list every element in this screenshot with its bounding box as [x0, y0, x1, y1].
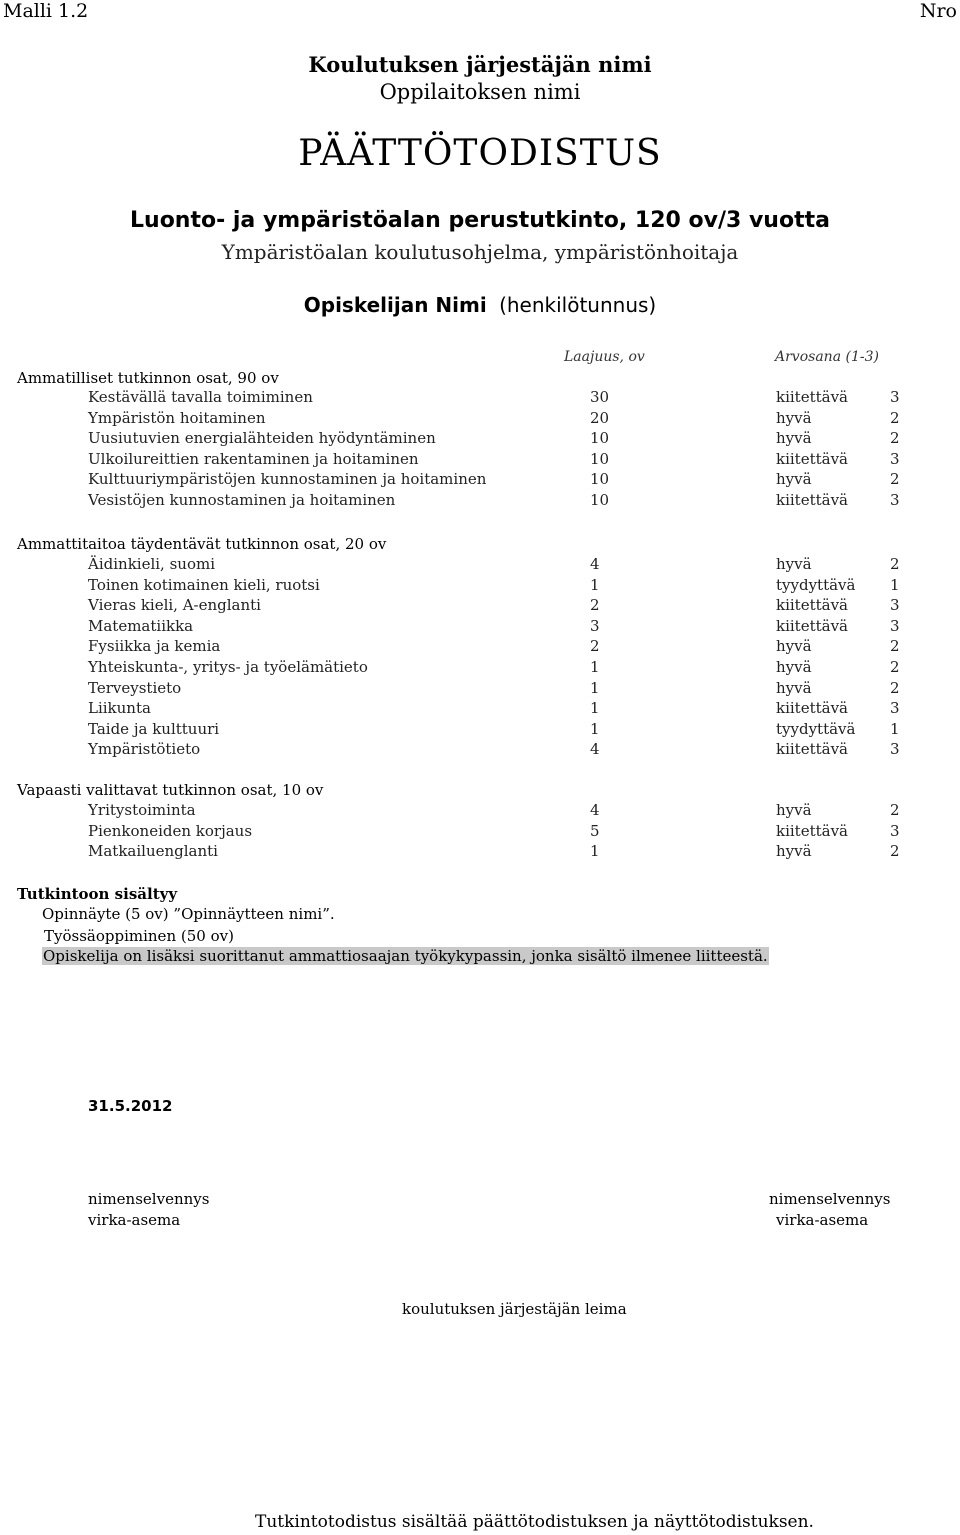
document-title: PÄÄTTÖTODISTUS	[298, 133, 662, 174]
signature-name: nimenselvennys	[769, 1190, 891, 1208]
student-id: (henkilötunnus)	[499, 293, 657, 317]
course-name: Uusiutuvien energialähteiden hyödyntäminen	[88, 429, 436, 448]
section-title: Vapaasti valittavat tutkinnon osat, 10 ov	[17, 781, 324, 799]
course-row	[0, 450, 960, 470]
course-row	[0, 429, 960, 449]
section-title: Ammattitaitoa täydentävät tutkinnon osat, 20 ov	[17, 535, 387, 553]
course-row	[0, 842, 960, 862]
course-grade-text: kiitettävä	[776, 699, 849, 718]
course-scope-ov: 1	[590, 699, 600, 718]
course-grade-number: 3	[890, 388, 900, 406]
course-grade-number: 3	[890, 491, 900, 509]
course-name: Yritystoiminta	[88, 801, 196, 819]
work-ability-passport-note: Opiskelija on lisäksi suorittanut ammattiosaajan työkykypassin, jonka sisältö ilmenee liitteestä.	[43, 947, 768, 965]
course-row	[0, 720, 960, 740]
course-name: Vesistöjen kunnostaminen ja hoitaminen	[88, 491, 396, 509]
course-name: Ulkoilureittien rakentaminen ja hoitaminen	[88, 449, 419, 468]
course-row	[0, 637, 960, 657]
student-name: Opiskelijan Nimi	[303, 293, 487, 317]
course-name: Kulttuuriympäristöjen kunnostaminen ja hoitaminen	[88, 470, 487, 489]
course-grade-number: 3	[890, 740, 900, 759]
course-name: Taide ja kulttuuri	[88, 719, 220, 738]
template-version: Malli 1.2	[3, 0, 89, 22]
course-grade-text: kiitettävä	[776, 616, 849, 635]
course-grade-number: 2	[890, 429, 900, 448]
course-grade-number: 3	[890, 821, 900, 840]
course-grade-number: 3	[890, 596, 900, 615]
course-name: Fysiikka ja kemia	[88, 637, 221, 656]
course-scope-ov: 10	[590, 470, 610, 489]
course-name: Ympäristön hoitaminen	[88, 408, 266, 427]
course-grade-text: hyvä	[776, 429, 812, 448]
section-title: Ammatilliset tutkinnon osat, 90 ov	[17, 369, 279, 387]
course-row	[0, 388, 960, 408]
course-grade-text: tyydyttävä	[776, 719, 856, 738]
course-row	[0, 409, 960, 429]
course-row	[0, 740, 960, 760]
course-scope-ov: 1	[590, 842, 600, 861]
course-scope-ov: 3	[590, 616, 600, 635]
course-grade-number: 2	[890, 555, 900, 573]
course-name: Matkailuenglanti	[88, 842, 218, 861]
signature-position: virka-asema	[776, 1211, 869, 1229]
issue-date: 31.5.2012	[88, 1097, 173, 1115]
course-grade-number: 3	[890, 699, 900, 718]
course-grade-text: hyvä	[776, 658, 812, 676]
course-name: Yhteiskunta-, yritys- ja työelämätieto	[88, 658, 368, 676]
student-line	[0, 293, 960, 317]
grade-column-header: Arvosana (1-3)	[775, 349, 879, 365]
organizer-stamp-label: koulutuksen järjestäjän leima	[402, 1300, 627, 1318]
course-row	[0, 679, 960, 699]
includes-title: Tutkintoon sisältyy	[17, 885, 178, 903]
course-grade-text: kiitettävä	[776, 596, 849, 615]
organizer-name: Koulutuksen järjestäjän nimi	[308, 52, 652, 77]
course-scope-ov: 10	[590, 491, 610, 509]
course-scope-ov: 1	[590, 719, 600, 738]
course-scope-ov: 1	[590, 658, 600, 676]
course-row	[0, 555, 960, 575]
course-grade-text: kiitettävä	[776, 449, 849, 468]
signature-position: virka-asema	[88, 1211, 181, 1229]
course-row	[0, 576, 960, 596]
course-scope-ov: 10	[590, 449, 610, 468]
course-grade-text: hyvä	[776, 678, 812, 697]
course-grade-text: hyvä	[776, 801, 812, 819]
course-grade-text: kiitettävä	[776, 388, 849, 406]
course-name: Toinen kotimainen kieli, ruotsi	[88, 575, 320, 594]
course-row	[0, 822, 960, 842]
course-name: Pienkoneiden korjaus	[88, 821, 253, 840]
course-name: Vieras kieli, A-englanti	[88, 596, 261, 615]
degree-title: Luonto- ja ympäristöalan perustutkinto, 120 ov/3 vuotta	[130, 208, 830, 233]
course-row	[0, 617, 960, 637]
course-grade-text: hyvä	[776, 470, 812, 489]
scope-column-header: Laajuus, ov	[564, 349, 645, 365]
course-grade-number: 1	[890, 719, 900, 738]
course-scope-ov: 5	[590, 821, 600, 840]
course-grade-number: 2	[890, 408, 900, 427]
course-row	[0, 491, 960, 511]
course-grade-number: 2	[890, 637, 900, 656]
course-scope-ov: 2	[590, 596, 600, 615]
course-scope-ov: 2	[590, 637, 600, 656]
course-grade-text: hyvä	[776, 842, 812, 861]
course-name: Ympäristötieto	[88, 740, 201, 759]
course-grade-number: 3	[890, 616, 900, 635]
course-scope-ov: 4	[590, 801, 600, 819]
course-name: Terveystieto	[88, 678, 182, 697]
course-name: Äidinkieli, suomi	[88, 555, 215, 573]
course-grade-text: kiitettävä	[776, 491, 849, 509]
course-grade-text: tyydyttävä	[776, 575, 856, 594]
thesis-line: Opinnäyte (5 ov) ”Opinnäytteen nimi”.	[42, 905, 335, 923]
course-scope-ov: 1	[590, 678, 600, 697]
course-grade-number: 2	[890, 801, 900, 819]
course-grade-number: 2	[890, 678, 900, 697]
course-scope-ov: 10	[590, 429, 610, 448]
course-row	[0, 658, 960, 678]
work-learning-line: Työssäoppiminen (50 ov)	[44, 927, 234, 945]
course-scope-ov: 1	[590, 575, 600, 594]
programme-title: Ympäristöalan koulutusohjelma, ympäristönhoitaja	[221, 240, 739, 264]
course-row	[0, 470, 960, 490]
course-name: Matematiikka	[88, 616, 194, 635]
course-scope-ov: 4	[590, 740, 600, 759]
course-name: Liikunta	[88, 699, 151, 718]
course-scope-ov: 20	[590, 408, 610, 427]
signature-name: nimenselvennys	[88, 1190, 210, 1208]
course-grade-text: hyvä	[776, 408, 812, 427]
course-grade-text: hyvä	[776, 555, 812, 573]
course-grade-number: 2	[890, 470, 900, 489]
course-name: Kestävällä tavalla toimiminen	[88, 388, 313, 406]
course-row	[0, 699, 960, 719]
course-grade-number: 3	[890, 449, 900, 468]
course-grade-number: 1	[890, 575, 900, 594]
course-scope-ov: 30	[590, 388, 610, 406]
course-grade-text: hyvä	[776, 637, 812, 656]
course-grade-number: 2	[890, 658, 900, 676]
document-number-label: Nro	[919, 0, 957, 22]
course-grade-text: kiitettävä	[776, 740, 849, 759]
course-grade-text: kiitettävä	[776, 821, 849, 840]
footer-note: Tutkintotodistus sisältää päättötodistuksen ja näyttötodistuksen.	[255, 1512, 814, 1532]
course-row	[0, 801, 960, 821]
course-grade-number: 2	[890, 842, 900, 861]
course-scope-ov: 4	[590, 555, 600, 573]
course-row	[0, 596, 960, 616]
institution-name: Oppilaitoksen nimi	[379, 80, 581, 104]
